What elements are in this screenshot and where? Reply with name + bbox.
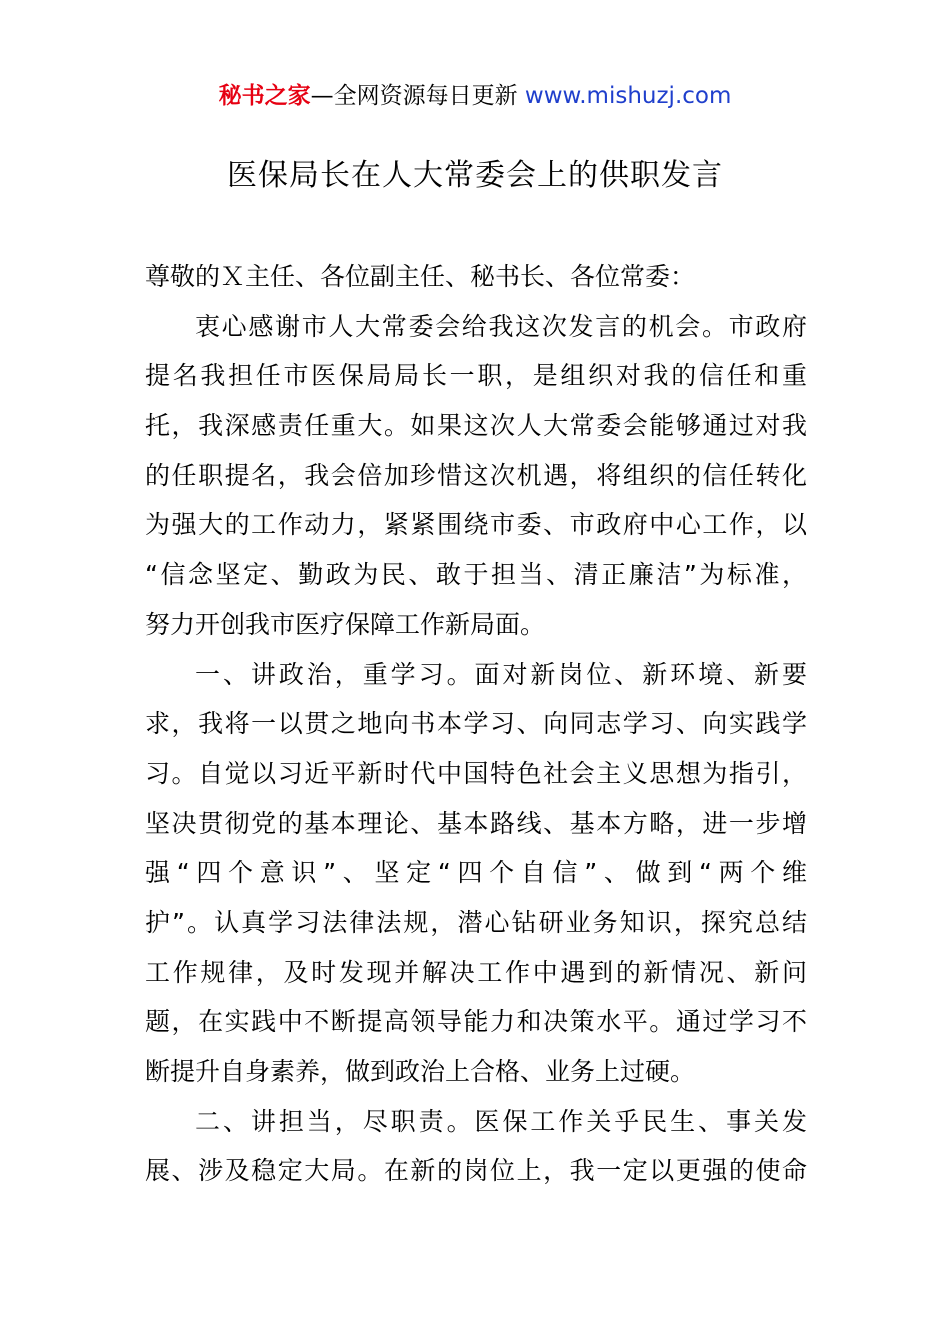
document-body <box>145 252 807 1196</box>
site-header <box>0 80 950 112</box>
paragraph-line: 的任职提名，我会倍加珍惜这次机遇，将组织的信任转化 <box>145 460 807 490</box>
paragraph-line: “信念坚定、勤政为民、敢于担当、清正廉洁”为标准， <box>145 560 807 590</box>
document-title: 医保局长在人大常委会上的供职发言 <box>227 158 723 193</box>
paragraph-line: 求，我将一以贯之地向书本学习、向同志学习、向实践学 <box>145 709 807 739</box>
paragraph-line: 工作规律，及时发现并解决工作中遇到的新情况、新问 <box>145 957 807 987</box>
paragraph-line: 护”。认真学习法律法规，潜心钻研业务知识，探究总结 <box>145 907 807 937</box>
paragraph-line: 断提升自身素养，做到政治上合格、业务上过硬。 <box>145 1057 696 1086</box>
paragraph-line: 二、讲担当，尽职责。医保工作关乎民生、事关发 <box>195 1106 807 1136</box>
salutation-line: 尊敬的Ｘ主任、各位副主任、秘书长、各位常委： <box>145 262 696 291</box>
paragraph-line: 展、涉及稳定大局。在新的岗位上，我一定以更强的使命 <box>145 1156 807 1186</box>
site-url-link[interactable]: www.mishuzj.com <box>524 83 732 109</box>
paragraph-line: 托，我深感责任重大。如果这次人大常委会能够通过对我 <box>145 411 807 441</box>
brand-name: 秘书之家 <box>218 83 311 109</box>
paragraph-line: 为强大的工作动力，紧紧围绕市委、市政府中心工作，以 <box>145 510 807 540</box>
paragraph-line: 习。自觉以习近平新时代中国特色社会主义思想为指引， <box>145 758 807 788</box>
header-tagline: —全网资源每日更新 <box>310 83 525 109</box>
paragraph-line: 坚决贯彻党的基本理论、基本路线、基本方略，进一步增 <box>145 808 807 838</box>
paragraph-line: 努力开创我市医疗保障工作新局面。 <box>145 609 546 639</box>
paragraph-line: 一、讲政治，重学习。面对新岗位、新环境、新要 <box>195 659 807 689</box>
paragraph-line: 题，在实践中不断提高领导能力和决策水平。通过学习不 <box>145 1007 807 1037</box>
paragraph-line: 衷心感谢市人大常委会给我这次发言的机会。市政府 <box>195 311 807 341</box>
paragraph-line: 提名我担任市医保局局长一职，是组织对我的信任和重 <box>145 361 807 391</box>
paragraph-line: 强“四个意识”、坚定“四个自信”、做到“两个维 <box>145 858 807 888</box>
